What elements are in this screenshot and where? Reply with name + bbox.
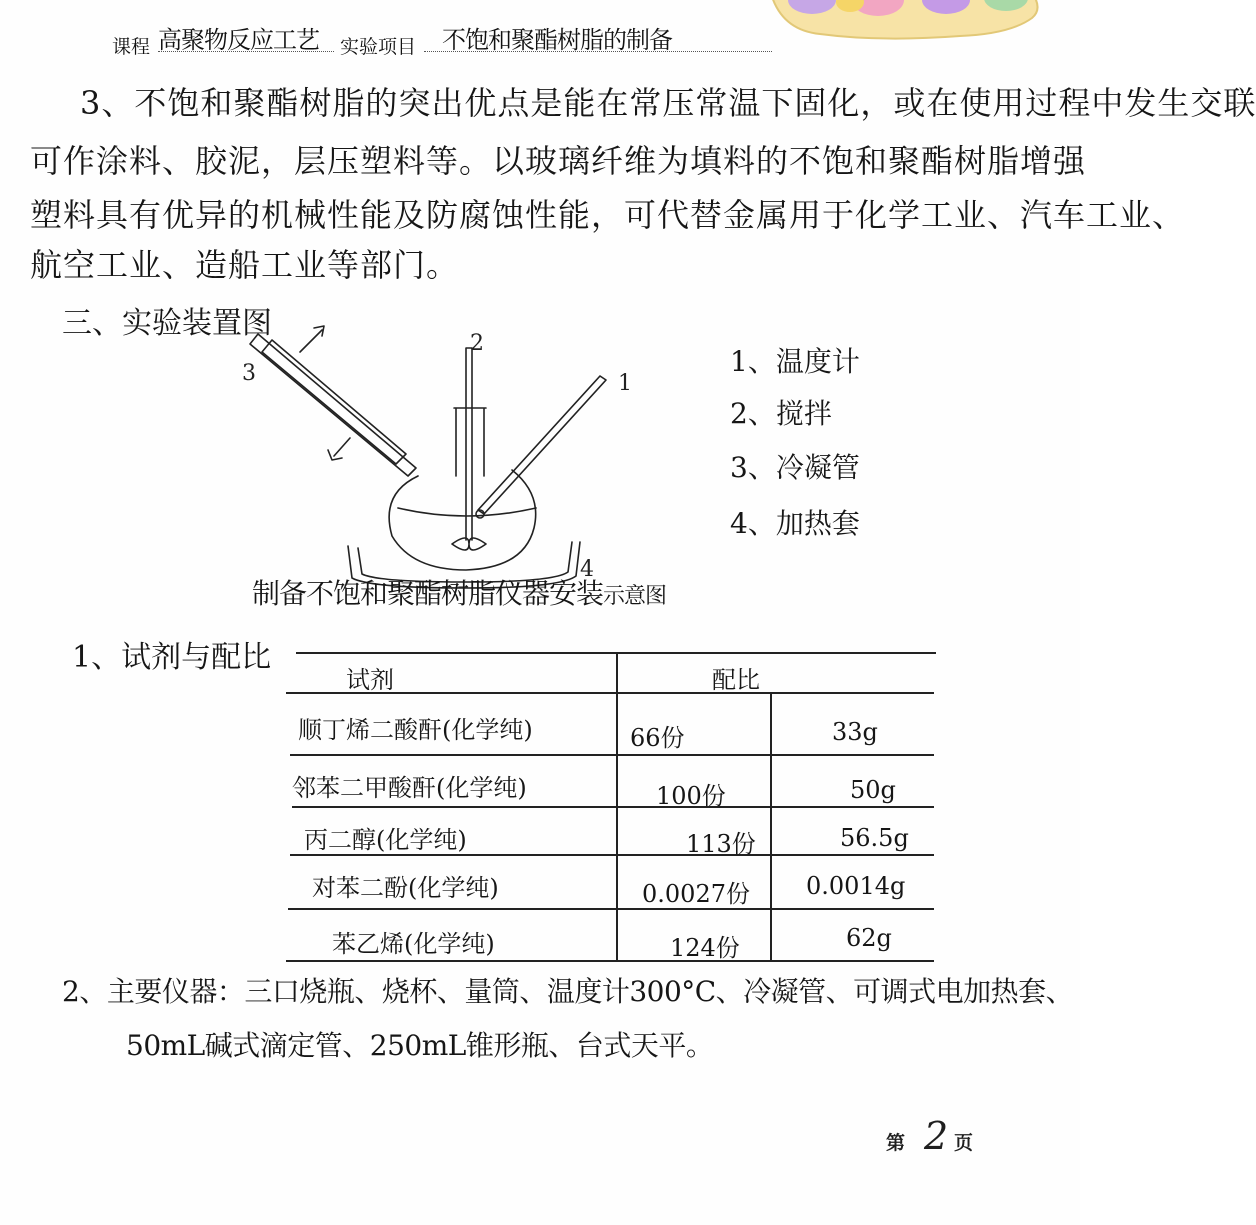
table-rule <box>290 754 934 756</box>
paragraph-line-2: 可作涂料、胶泥，层压塑料等。以玻璃纤维为填料的不饱和聚酯树脂增强 <box>30 142 1087 180</box>
page-number-value: 2 <box>924 1114 949 1158</box>
apparatus-diagram <box>230 318 650 588</box>
header-reagent: 试剂 <box>346 666 394 694</box>
label-1: 1 <box>618 371 632 396</box>
reagent-mass: 62g <box>846 924 892 952</box>
project-underline <box>424 51 772 52</box>
page-prefix: 第 <box>886 1132 906 1154</box>
stirrer-blade <box>452 538 486 550</box>
flask-body <box>389 470 536 570</box>
condenser-jacket <box>262 340 406 464</box>
instruments-line-2: 50mL碱式滴定管、250mL锥形瓶、台式天平。 <box>126 1029 714 1062</box>
caption-tail: 示意图 <box>603 584 667 609</box>
course-underline <box>158 51 334 52</box>
page-suffix: 页 <box>954 1132 974 1154</box>
stirrer-rod <box>466 348 472 540</box>
decorative-sticker <box>760 0 1050 60</box>
reagent-mass: 33g <box>832 718 878 746</box>
reagent-name: 邻苯二甲酸酐(化学纯) <box>292 774 527 802</box>
paragraph-line-1: 3、不饱和聚酯树脂的突出优点是能在常压常温下固化，或在使用过程中发生交联 <box>80 84 1256 122</box>
caption-main: 制备不饱和聚酯树脂仪器安装 <box>252 577 604 610</box>
table-rule <box>292 806 934 808</box>
reagent-mass: 56.5g <box>840 824 909 852</box>
legend-item-2: 2、搅拌 <box>730 397 832 430</box>
page-number <box>886 1116 1006 1160</box>
reagent-parts: 113份 <box>686 830 756 858</box>
flask-neck <box>454 408 486 476</box>
legend-item-4: 4、加热套 <box>730 507 860 540</box>
label-3: 3 <box>242 361 256 386</box>
table-rule <box>616 652 618 960</box>
instruments-line-1: 2、主要仪器：三口烧瓶、烧杯、量筒、温度计300°C、冷凝管、可调式电加热套、 <box>62 975 1074 1008</box>
reagent-name: 顺丁烯二酸酐(化学纯) <box>298 716 533 744</box>
reagent-mass: 0.0014g <box>806 872 906 900</box>
page-header <box>112 14 772 58</box>
reagent-parts: 100份 <box>656 782 726 810</box>
reagent-name: 苯乙烯(化学纯) <box>332 930 495 958</box>
condenser-tube <box>250 334 416 476</box>
paragraph-line-4: 航空工业、造船工业等部门。 <box>30 246 460 284</box>
condenser-outlet-arrow <box>314 326 324 336</box>
reagent-parts: 0.0027份 <box>642 880 750 908</box>
project-label: 实验项目 <box>340 36 417 58</box>
condenser-inlet <box>334 438 350 456</box>
label-4: 4 <box>580 557 594 582</box>
reagents-table <box>286 652 938 962</box>
reagent-name: 对苯二酚(化学纯) <box>312 874 499 902</box>
condenser-outlet <box>300 330 322 352</box>
project-value: 不饱和聚酯树脂的制备 <box>442 26 672 54</box>
paragraph-line-3: 塑料具有优异的机械性能及防腐蚀性能，可代替金属用于化学工业、汽车工业、 <box>30 196 1186 234</box>
course-value: 高聚物反应工艺 <box>158 26 319 54</box>
table-rule <box>286 960 934 962</box>
reagent-parts: 66份 <box>630 724 685 752</box>
course-label: 课程 <box>112 36 151 58</box>
reagents-title: 1、试剂与配比 <box>72 640 272 675</box>
apparatus-section-title: 三、实验装置图 <box>62 306 272 341</box>
legend-item-1: 1、温度计 <box>730 345 860 378</box>
reagent-parts: 124份 <box>670 934 740 962</box>
header-ratio: 配比 <box>712 666 760 694</box>
table-rule <box>770 692 772 960</box>
diagram-caption <box>252 572 666 612</box>
legend-item-3: 3、冷凝管 <box>730 451 860 484</box>
label-2: 2 <box>470 331 484 356</box>
thermometer <box>478 376 606 514</box>
reagent-name: 丙二醇(化学纯) <box>304 826 467 854</box>
reagent-mass: 50g <box>850 776 896 804</box>
table-rule <box>288 908 934 910</box>
flask-liquid <box>398 508 536 516</box>
